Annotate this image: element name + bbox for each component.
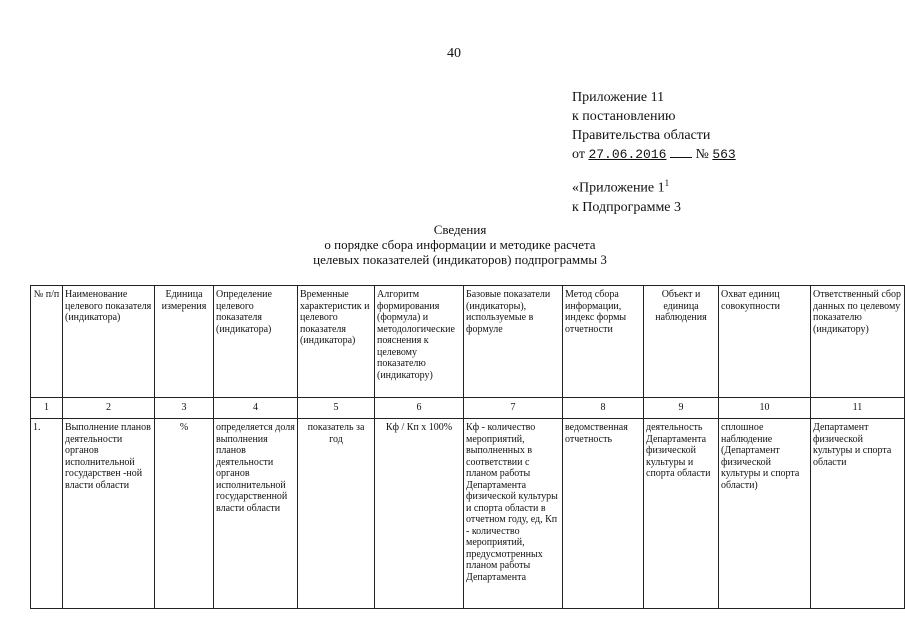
header-cell: Ответственный сбор данных по целевому показателю (индикатору) [811,286,905,398]
heading-line-3: целевых показателей (индикаторов) подпрограммы 3 [313,252,607,267]
table-column-numbers-row [31,398,905,419]
column-number: 7 [464,398,563,419]
page-number: 40 [447,46,461,61]
table-cell: ведомственная отчетность [563,419,644,609]
appendix-line-3: Правительства области [572,128,711,143]
header-cell: Алгоритм формирования (формула) и методологические пояснения к целевому показателю (индикатору) [375,286,464,398]
table-cell: определяется доля выполнения планов деятельности органов исполнительной государственной власти области [214,419,298,609]
heading-line-2: о порядке сбора информации и методике расчета [324,237,596,252]
table-cell: показатель за год [298,419,375,609]
column-number: 3 [155,398,214,419]
column-number: 1 [31,398,63,419]
table-cell: деятельность Департамента физической культуры и спорта области [644,419,719,609]
header-cell: Базовые показатели (индикаторы), используемые в формуле [464,286,563,398]
table-header-row [31,286,905,398]
table-cell: % [155,419,214,609]
column-number: 9 [644,398,719,419]
table-cell: Департамент физической культуры и спорта области [811,419,905,609]
table-cell: Кф / Кп x 100% [375,419,464,609]
column-number: 2 [63,398,155,419]
column-number: 4 [214,398,298,419]
table-cell: Кф - количество мероприятий, выполненных в соответствии с планом работы Департамента физической культуры и спорта области в отчетном году, ед, Кп - количество мероприятий, предусмотренных планом работы Департамента [464,419,563,609]
number-sign: № [695,147,709,162]
subprogram-appendix-line-2: к Подпрограмме 3 [572,199,682,215]
decree-date: 27.06.2016 [588,147,667,162]
column-number: 6 [375,398,464,419]
column-number: 5 [298,398,375,419]
superscript: 1 [664,178,670,188]
table-cell: сплошное наблюдение (Департамент физической культуры и спорта области) [719,419,811,609]
date-prefix: от [572,147,585,162]
appendix-line-1: Приложение 11 [572,90,665,105]
heading-line-1: Сведения [433,222,487,237]
header-cell: № п/п [31,286,63,398]
table-row [31,419,905,609]
indicators-table [30,285,905,609]
subprogram-appendix-line-1: «Приложение $1^1$ [572,178,670,196]
appendix-line-2: к постановлению [572,109,676,124]
header-cell: Наименование целевого показателя (индикатора) [63,286,155,398]
column-number: 8 [563,398,644,419]
decree-number: 563 [712,147,736,162]
header-cell: Метод сбора информации, индекс формы отчетности [563,286,644,398]
table-cell: 1. [31,419,63,609]
header-cell: Охват единиц совокупности [719,286,811,398]
header-cell: Временные характеристик и целевого показателя (индикатора) [298,286,375,398]
column-number: 10 [719,398,811,419]
header-cell: Единица измерения [155,286,214,398]
header-cell: Объект и единица наблюдения [644,286,719,398]
header-cell: Определение целевого показателя (индикатора) [214,286,298,398]
table-cell: Выполнение планов деятельности органов исполнительной государствен -ной власти области [63,419,155,609]
column-number: 11 [811,398,905,419]
